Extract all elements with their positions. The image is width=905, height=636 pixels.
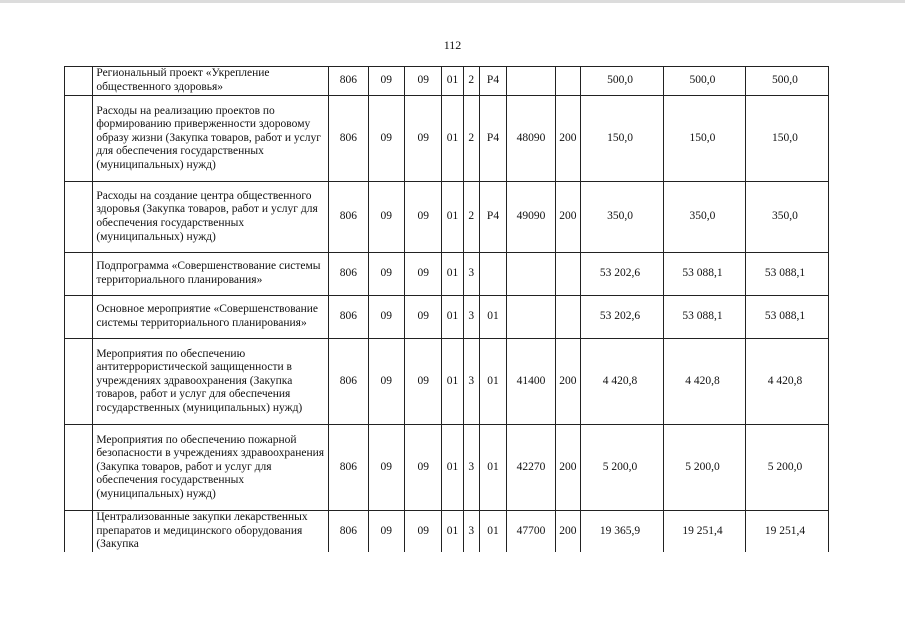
amount-year-2: 53 088,1 [663, 296, 745, 339]
ministry-code: 806 [329, 511, 368, 552]
table-row [65, 425, 829, 511]
empty-cell [65, 339, 93, 425]
section-code: 09 [368, 296, 404, 339]
target-code-program: 01 [442, 67, 463, 96]
table-row [65, 296, 829, 339]
item-name: Расходы на создание центра общественного здоровья (Закупка товаров, работ и услуг для обеспечения государственных (муниципальных) нужд) [93, 182, 329, 253]
ministry-code: 806 [329, 182, 368, 253]
target-code-event: 01 [479, 339, 506, 425]
subsection-code: 09 [404, 511, 441, 552]
section-code: 09 [368, 67, 404, 96]
target-code-program: 01 [442, 182, 463, 253]
section-code: 09 [368, 253, 404, 296]
ministry-code: 806 [329, 67, 368, 96]
target-code-event: P4 [479, 182, 506, 253]
subsection-code: 09 [404, 425, 441, 511]
amount-year-2: 53 088,1 [663, 253, 745, 296]
target-code-direction [507, 296, 556, 339]
target-code-event: P4 [479, 96, 506, 182]
amount-year-1: 53 202,6 [581, 296, 664, 339]
target-code-subprogram: 3 [463, 296, 479, 339]
target-code-direction: 49090 [507, 182, 556, 253]
amount-year-2: 150,0 [663, 96, 745, 182]
amount-year-2: 500,0 [663, 67, 745, 96]
ministry-code: 806 [329, 339, 368, 425]
table-row [65, 339, 829, 425]
empty-cell [65, 296, 93, 339]
target-code-program: 01 [442, 96, 463, 182]
amount-year-1: 53 202,6 [581, 253, 664, 296]
target-code-subprogram: 2 [463, 182, 479, 253]
target-code-program: 01 [442, 425, 463, 511]
target-code-direction: 48090 [507, 96, 556, 182]
table-row [65, 96, 829, 182]
amount-year-3: 19 251,4 [745, 511, 828, 552]
amount-year-1: 19 365,9 [581, 511, 664, 552]
item-name: Мероприятия по обеспечению пожарной безопасности в учреждениях здравоохранения (Закупка товаров, работ и услуг для обеспечения государственных (муниципальных) нужд) [93, 425, 329, 511]
target-code-subprogram: 2 [463, 96, 479, 182]
empty-cell [65, 425, 93, 511]
expense-type-code [555, 67, 580, 96]
empty-cell [65, 253, 93, 296]
amount-year-2: 350,0 [663, 182, 745, 253]
page-number: 112 [443, 38, 462, 52]
amount-year-3: 4 420,8 [745, 339, 828, 425]
expense-type-code: 200 [555, 182, 580, 253]
amount-year-3: 500,0 [745, 67, 828, 96]
target-code-subprogram: 3 [463, 511, 479, 552]
section-code: 09 [368, 511, 404, 552]
target-code-direction: 42270 [507, 425, 556, 511]
amount-year-1: 150,0 [581, 96, 664, 182]
section-code: 09 [368, 96, 404, 182]
section-code: 09 [368, 425, 404, 511]
target-code-subprogram: 2 [463, 67, 479, 96]
target-code-program: 01 [442, 296, 463, 339]
amount-year-2: 4 420,8 [663, 339, 745, 425]
amount-year-1: 500,0 [581, 67, 664, 96]
ministry-code: 806 [329, 425, 368, 511]
target-code-event: P4 [479, 67, 506, 96]
target-code-direction: 41400 [507, 339, 556, 425]
subsection-code: 09 [404, 182, 441, 253]
target-code-event [479, 253, 506, 296]
item-name: Региональный проект «Укрепление общественного здоровья» [93, 67, 329, 96]
scan-edge [0, 0, 905, 3]
table-row [65, 253, 829, 296]
expense-type-code [555, 253, 580, 296]
target-code-event: 01 [479, 425, 506, 511]
empty-cell [65, 511, 93, 552]
expense-type-code: 200 [555, 425, 580, 511]
item-name: Централизованные закупки лекарственных препаратов и медицинского оборудования (Закупка [93, 511, 329, 552]
amount-year-3: 53 088,1 [745, 296, 828, 339]
expense-type-code: 200 [555, 96, 580, 182]
expense-type-code: 200 [555, 511, 580, 552]
amount-year-3: 5 200,0 [745, 425, 828, 511]
section-code: 09 [368, 182, 404, 253]
amount-year-3: 350,0 [745, 182, 828, 253]
ministry-code: 806 [329, 253, 368, 296]
target-code-subprogram: 3 [463, 425, 479, 511]
target-code-direction [507, 253, 556, 296]
budget-table [64, 66, 829, 552]
empty-cell [65, 182, 93, 253]
target-code-event: 01 [479, 296, 506, 339]
subsection-code: 09 [404, 339, 441, 425]
target-code-program: 01 [442, 339, 463, 425]
item-name: Расходы на реализацию проектов по формированию приверженности здоровому образу жизни (Закупка товаров, работ и услуг для обеспечения государственных (муниципальных) нужд) [93, 96, 329, 182]
section-code: 09 [368, 339, 404, 425]
subsection-code: 09 [404, 96, 441, 182]
target-code-subprogram: 3 [463, 253, 479, 296]
subsection-code: 09 [404, 296, 441, 339]
amount-year-3: 53 088,1 [745, 253, 828, 296]
ministry-code: 806 [329, 296, 368, 339]
table-row [65, 67, 829, 96]
expense-type-code [555, 296, 580, 339]
subsection-code: 09 [404, 67, 441, 96]
expense-type-code: 200 [555, 339, 580, 425]
amount-year-2: 19 251,4 [663, 511, 745, 552]
target-code-direction [507, 67, 556, 96]
ministry-code: 806 [329, 96, 368, 182]
amount-year-1: 350,0 [581, 182, 664, 253]
target-code-program: 01 [442, 253, 463, 296]
target-code-program: 01 [442, 511, 463, 552]
table-row [65, 511, 829, 552]
item-name: Основное мероприятие «Совершенствование системы территориального планирования» [93, 296, 329, 339]
table-row [65, 182, 829, 253]
target-code-subprogram: 3 [463, 339, 479, 425]
amount-year-3: 150,0 [745, 96, 828, 182]
item-name: Мероприятия по обеспечению антитеррористической защищенности в учреждениях здравоохранения (Закупка товаров, работ и услуг для обеспечения государственных (муниципальных) нужд) [93, 339, 329, 425]
empty-cell [65, 67, 93, 96]
empty-cell [65, 96, 93, 182]
amount-year-1: 5 200,0 [581, 425, 664, 511]
target-code-direction: 47700 [507, 511, 556, 552]
item-name: Подпрограмма «Совершенствование системы территориального планирования» [93, 253, 329, 296]
target-code-event: 01 [479, 511, 506, 552]
amount-year-1: 4 420,8 [581, 339, 664, 425]
amount-year-2: 5 200,0 [663, 425, 745, 511]
subsection-code: 09 [404, 253, 441, 296]
